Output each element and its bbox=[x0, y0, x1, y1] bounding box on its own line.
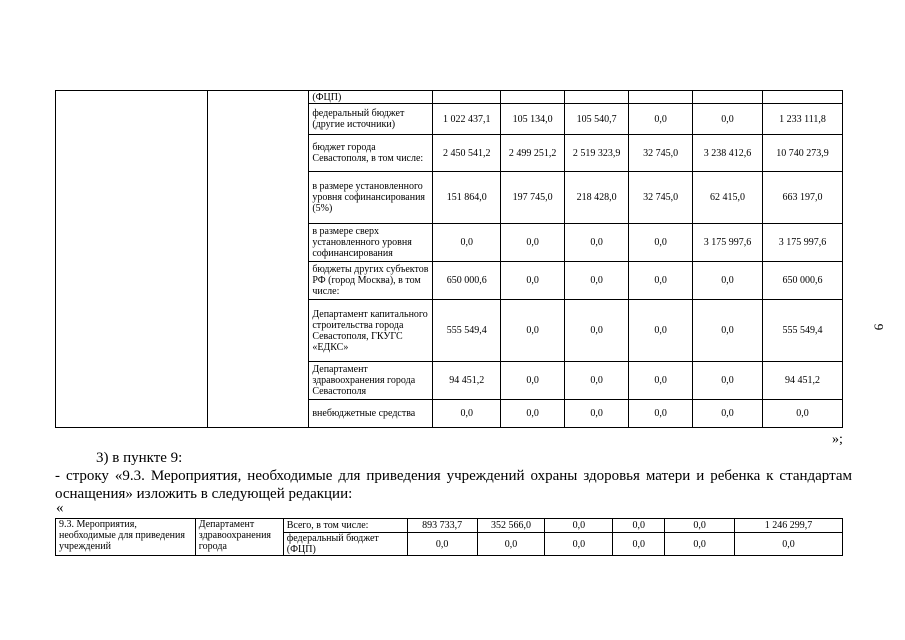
value-cell: 0,0 bbox=[693, 400, 763, 428]
measure-cell: 9.3. Мероприятия, необходимые для приведения учреждений bbox=[56, 519, 196, 556]
value-cell: 0,0 bbox=[433, 400, 501, 428]
program-cell bbox=[56, 91, 208, 428]
value-cell: 94 451,2 bbox=[763, 362, 843, 400]
value-cell: 0,0 bbox=[693, 362, 763, 400]
value-cell: 0,0 bbox=[565, 224, 629, 262]
value-cell: 62 415,0 bbox=[693, 172, 763, 224]
value-cell: 0,0 bbox=[693, 262, 763, 300]
table-row bbox=[56, 91, 843, 104]
value-cell: 0,0 bbox=[763, 400, 843, 428]
value-cell: 105 134,0 bbox=[501, 104, 565, 135]
value-cell: 1 022 437,1 bbox=[433, 104, 501, 135]
value-cell: 0,0 bbox=[613, 519, 665, 533]
value-cell bbox=[433, 91, 501, 104]
funding-source-label: (ФЦП) bbox=[309, 91, 433, 104]
value-cell: 352 566,0 bbox=[477, 519, 545, 533]
funding-source-label: федеральный бюджет (ФЦП) bbox=[283, 533, 407, 556]
value-cell: 0,0 bbox=[613, 533, 665, 556]
value-cell: 32 745,0 bbox=[629, 172, 693, 224]
value-cell: 1 246 299,7 bbox=[735, 519, 843, 533]
value-cell: 0,0 bbox=[565, 300, 629, 362]
value-cell: 0,0 bbox=[477, 533, 545, 556]
value-cell: 0,0 bbox=[545, 533, 613, 556]
value-cell: 0,0 bbox=[629, 400, 693, 428]
item-heading: 3) в пункте 9: bbox=[96, 450, 183, 466]
value-cell: 0,0 bbox=[693, 104, 763, 135]
page-number: 9 bbox=[871, 323, 887, 331]
value-cell bbox=[763, 91, 843, 104]
funding-source-label: Департамент здравоохранения города Севастополя bbox=[309, 362, 433, 400]
value-cell: 218 428,0 bbox=[565, 172, 629, 224]
funding-table bbox=[55, 90, 843, 428]
value-cell: 0,0 bbox=[545, 519, 613, 533]
value-cell: 0,0 bbox=[629, 362, 693, 400]
value-cell: 2 450 541,2 bbox=[433, 135, 501, 172]
funding-source-label: Всего, в том числе: bbox=[283, 519, 407, 533]
value-cell: 0,0 bbox=[501, 224, 565, 262]
value-cell: 0,0 bbox=[501, 362, 565, 400]
value-cell: 2 519 323,9 bbox=[565, 135, 629, 172]
value-cell: 0,0 bbox=[665, 533, 735, 556]
value-cell bbox=[629, 91, 693, 104]
value-cell: 10 740 273,9 bbox=[763, 135, 843, 172]
value-cell: 0,0 bbox=[407, 533, 477, 556]
value-cell: 0,0 bbox=[565, 262, 629, 300]
executor-cell bbox=[207, 91, 309, 428]
table-row bbox=[56, 519, 843, 533]
value-cell: 0,0 bbox=[501, 262, 565, 300]
instruction-paragraph: - строку «9.3. Мероприятия, необходимые для приведения учреждений охраны здоровья матери и ребенка к стандартам оснащения» изложить в следующей редакции: bbox=[55, 468, 852, 502]
executor-cell: Департамент здравоохранения города bbox=[195, 519, 283, 556]
funding-source-label: в размере сверх установленного уровня софинансирования bbox=[309, 224, 433, 262]
value-cell: 0,0 bbox=[629, 104, 693, 135]
value-cell: 0,0 bbox=[735, 533, 843, 556]
funding-source-label: бюджет города Севастополя, в том числе: bbox=[309, 135, 433, 172]
value-cell: 0,0 bbox=[433, 224, 501, 262]
value-cell: 32 745,0 bbox=[629, 135, 693, 172]
value-cell: 650 000,6 bbox=[433, 262, 501, 300]
value-cell: 2 499 251,2 bbox=[501, 135, 565, 172]
replacement-row-table bbox=[55, 518, 843, 556]
value-cell: 0,0 bbox=[629, 300, 693, 362]
value-cell: 197 745,0 bbox=[501, 172, 565, 224]
value-cell: 555 549,4 bbox=[763, 300, 843, 362]
funding-source-label: внебюджетные средства bbox=[309, 400, 433, 428]
value-cell: 3 175 997,6 bbox=[693, 224, 763, 262]
funding-source-label: в размере установленного уровня софинансирования (5%) bbox=[309, 172, 433, 224]
value-cell: 0,0 bbox=[665, 519, 735, 533]
value-cell: 893 733,7 bbox=[407, 519, 477, 533]
closing-quote: »; bbox=[832, 432, 843, 447]
value-cell: 0,0 bbox=[565, 362, 629, 400]
value-cell: 663 197,0 bbox=[763, 172, 843, 224]
value-cell: 3 238 412,6 bbox=[693, 135, 763, 172]
value-cell: 0,0 bbox=[629, 224, 693, 262]
value-cell bbox=[693, 91, 763, 104]
value-cell: 105 540,7 bbox=[565, 104, 629, 135]
value-cell bbox=[501, 91, 565, 104]
value-cell: 0,0 bbox=[629, 262, 693, 300]
funding-source-label: Департамент капитального строительства города Севастополя, ГКУГС «ЕДКС» bbox=[309, 300, 433, 362]
value-cell: 0,0 bbox=[693, 300, 763, 362]
value-cell: 555 549,4 bbox=[433, 300, 501, 362]
value-cell: 0,0 bbox=[501, 300, 565, 362]
value-cell: 650 000,6 bbox=[763, 262, 843, 300]
value-cell: 151 864,0 bbox=[433, 172, 501, 224]
value-cell: 0,0 bbox=[501, 400, 565, 428]
opening-quote: « bbox=[56, 500, 64, 516]
funding-source-label: федеральный бюджет (другие источники) bbox=[309, 104, 433, 135]
value-cell: 94 451,2 bbox=[433, 362, 501, 400]
value-cell: 0,0 bbox=[565, 400, 629, 428]
funding-source-label: бюджеты других субъектов РФ (город Москва), в том числе: bbox=[309, 262, 433, 300]
value-cell: 3 175 997,6 bbox=[763, 224, 843, 262]
value-cell: 1 233 111,8 bbox=[763, 104, 843, 135]
value-cell bbox=[565, 91, 629, 104]
